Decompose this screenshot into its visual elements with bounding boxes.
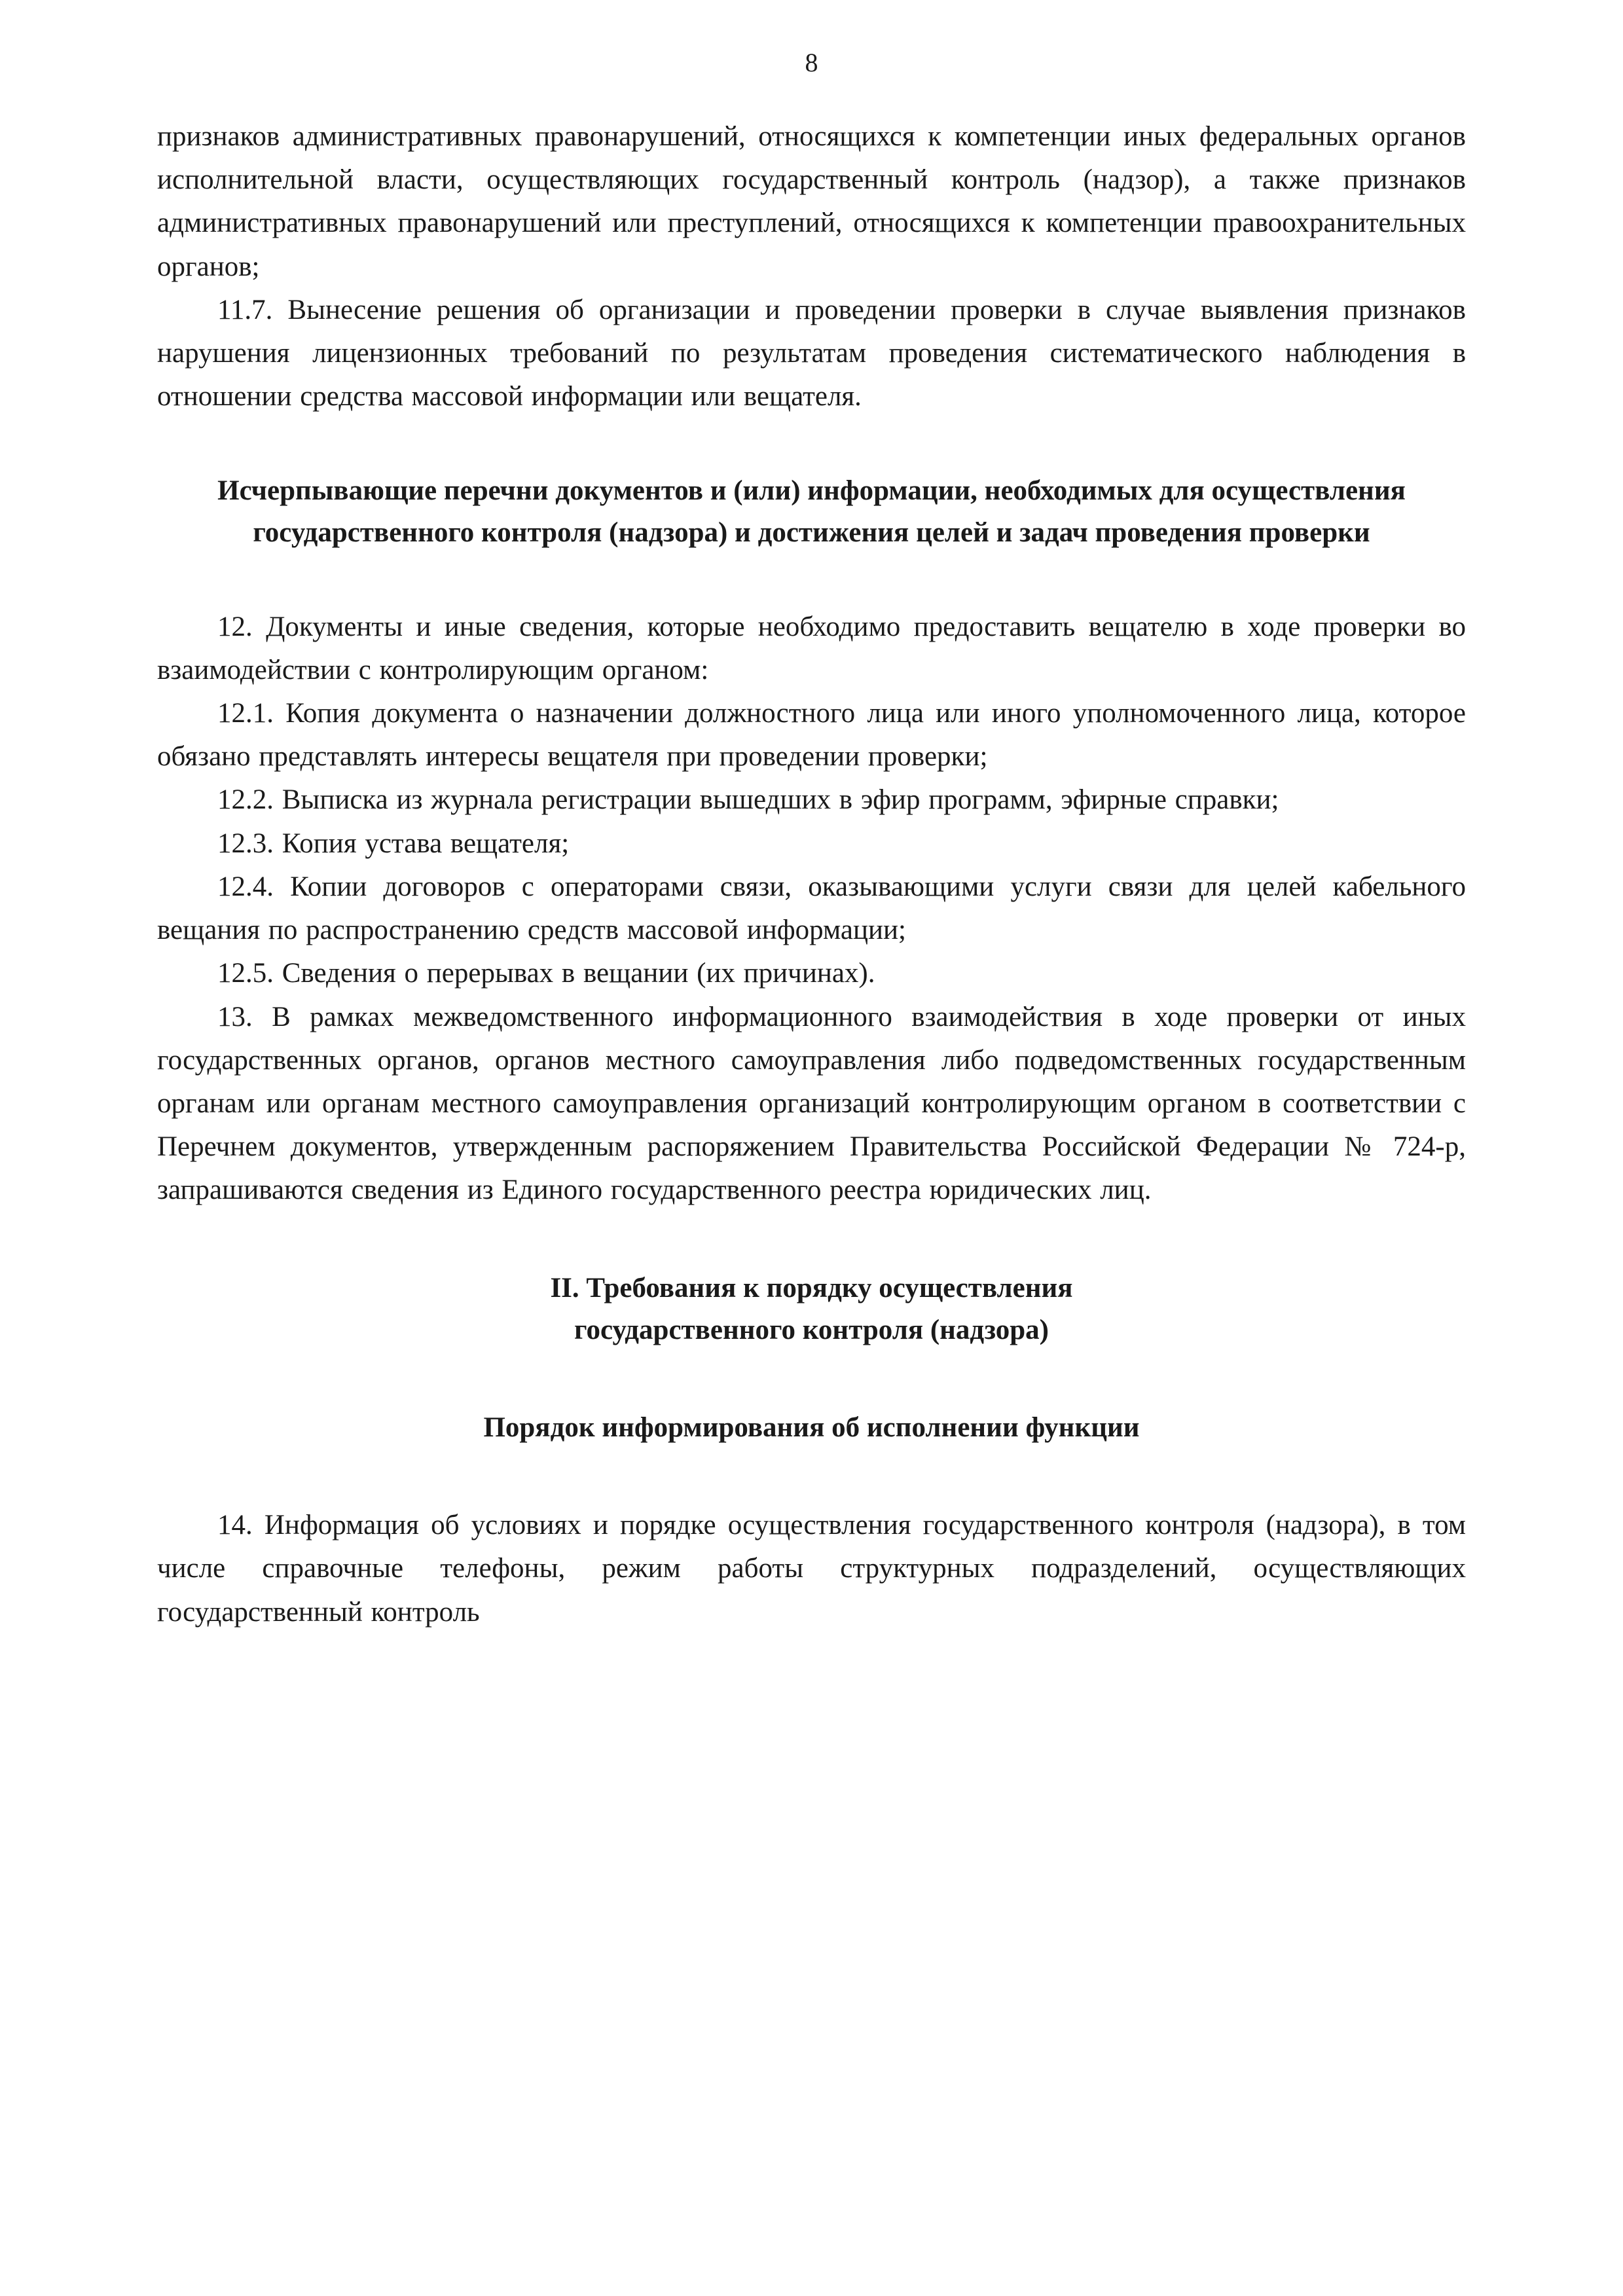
paragraph-14: 14. Информация об условиях и порядке осуществления государственного контроля (надзора), в том числе справочные телефоны, режим работы структурных подразделений, осуществляющих государственный контроль xyxy=(157,1510,1466,1628)
section-heading-document-lists: Исчерпывающие перечни документов и (или) информации, необходимых для осуществления государственного контроля (надзора) и достижения целей и задач проведения проверки xyxy=(217,475,1406,549)
section-heading-informing-order: Порядок информирования об исполнении функции xyxy=(483,1412,1140,1443)
section-heading-ii-line1: II. Требования к порядку осуществления xyxy=(550,1272,1073,1303)
paragraph-12-2: 12.2. Выписка из журнала регистрации вышедших в эфир программ, эфирные справки; xyxy=(217,784,1279,816)
paragraph-12-3: 12.3. Копия устава вещателя; xyxy=(217,828,570,859)
paragraph-continuation: признаков административных правонарушений, относящихся к компетенции иных федеральных органов исполнительной власти, осуществляющих государственный контроль (надзор), а также признаков административных правонарушений или преступлений, относящихся к компетенции правоохранительных органов; xyxy=(157,121,1466,282)
paragraph-11-7: 11.7. Вынесение решения об организации и проведении проверки в случае выявления признаков нарушения лицензионных требований по результатам проведения систематического наблюдения в отношении средства массовой информации или вещателя. xyxy=(157,294,1466,412)
paragraph-12-4: 12.4. Копии договоров с операторами связи, оказывающими услуги связи для целей кабельного вещания по распространению средств массовой информации; xyxy=(157,871,1466,946)
paragraph-12: 12. Документы и иные сведения, которые необходимо предоставить вещателю в ходе проверки во взаимодействии с контролирующим органом: xyxy=(157,611,1466,685)
page-number: 8 xyxy=(805,48,818,77)
paragraph-12-5: 12.5. Сведения о перерывах в вещании (их причинах). xyxy=(217,958,875,989)
section-heading-ii-line2: государственного контроля (надзора) xyxy=(574,1315,1049,1346)
section-heading-ii xyxy=(183,1267,1440,1352)
paragraph-13: 13. В рамках межведомственного информационного взаимодействия в ходе проверки от иных государственных органов, органов местного самоуправления либо подведомственных государственным органам или органам местного самоуправления организаций контролирующим органом в соответствии с Перечнем документов, утвержденным распоряжением Правительства Российской Федерации № 724-р, запрашиваются сведения из Единого государственного реестра юридических лиц. xyxy=(157,1001,1466,1206)
paragraph-12-1: 12.1. Копия документа о назначении должностного лица или иного уполномоченного лица, которое обязано представлять интересы вещателя при проведении проверки; xyxy=(157,697,1466,773)
